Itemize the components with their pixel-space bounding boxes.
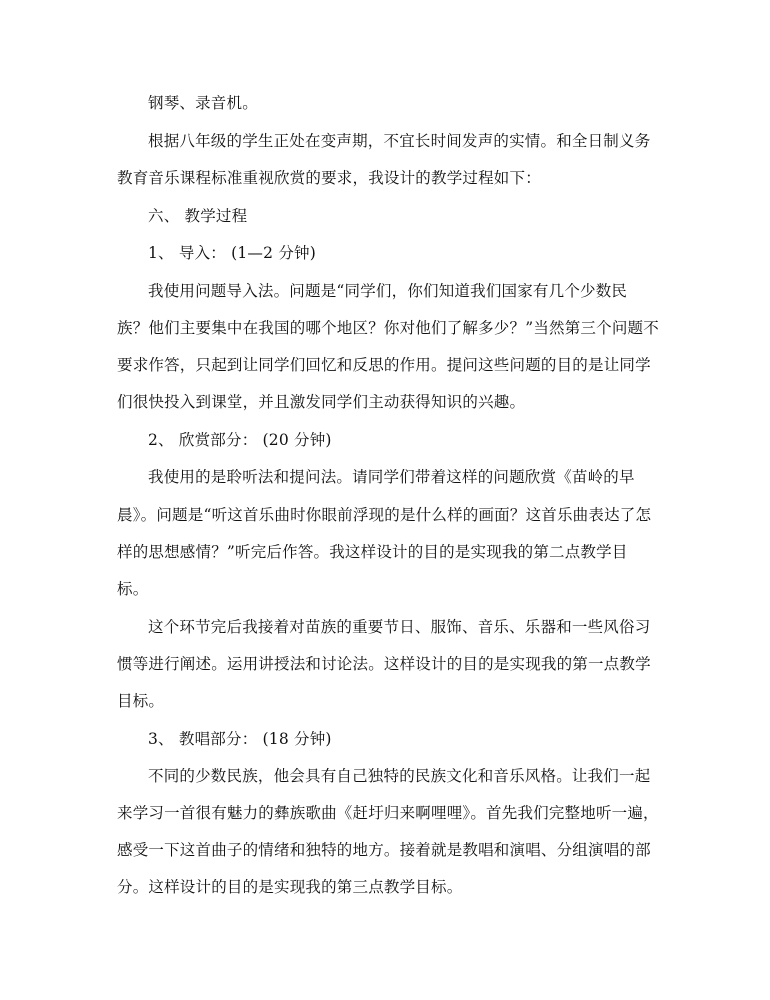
text-line: 这个环节完后我接着对苗族的重要节日、服饰、音乐、乐器和一些风俗习 — [148, 618, 651, 636]
text-line: 标。 — [117, 580, 149, 598]
subsection-heading: 1、 导入： (1—2 分钟) — [148, 244, 316, 262]
text-line: 分。这样设计的目的是实现我的第三点教学目标。 — [117, 878, 463, 896]
text-line: 要求作答，只起到让同学们回忆和反思的作用。提问这些问题的目的是让同学 — [117, 356, 651, 374]
text-line: 钢琴、录音机。 — [148, 94, 258, 112]
section-heading: 六、 教学过程 — [148, 207, 248, 225]
text-line: 我使用的是聆听法和提问法。请同学们带着这样的问题欣赏《苗岭的早 — [148, 468, 635, 486]
text-line: 们很快投入到课堂，并且激发同学们主动获得知识的兴趣。 — [117, 393, 526, 411]
text-line: 晨》。问题是“听这首乐曲时你眼前浮现的是什么样的画面？这首乐曲表达了怎 — [117, 506, 652, 524]
text-line: 感受一下这首曲子的情绪和独特的地方。接着就是教唱和演唱、分组演唱的部 — [117, 841, 651, 859]
subsection-heading: 3、 教唱部分： (18 分钟) — [148, 730, 332, 748]
text-line: 惯等进行阐述。运用讲授法和讨论法。这样设计的目的是实现我的第一点教学 — [117, 655, 651, 673]
text-line: 族？他们主要集中在我国的哪个地区？你对他们了解多少？”当然第三个问题不 — [117, 319, 659, 337]
text-line: 根据八年级的学生正处在变声期，不宜长时间发声的实情。和全日制义务 — [148, 132, 651, 150]
text-line: 我使用问题导入法。问题是“同学们，你们知道我们国家有几个少数民 — [148, 282, 628, 300]
text-line: 不同的少数民族，他会具有自己独特的民族文化和音乐风格。让我们一起 — [148, 767, 651, 785]
subsection-heading: 2、 欣赏部分： (20 分钟) — [148, 431, 332, 449]
text-line: 样的思想感情？”听完后作答。我这样设计的目的是实现我的第二点教学目 — [117, 543, 628, 561]
text-line: 教育音乐课程标准重视欣赏的要求，我设计的教学过程如下： — [117, 169, 541, 187]
text-line: 来学习一首很有魅力的彝族歌曲《赶圩归来啊哩哩》。首先我们完整地听一遍， — [117, 804, 659, 822]
text-line: 目标。 — [117, 692, 165, 710]
